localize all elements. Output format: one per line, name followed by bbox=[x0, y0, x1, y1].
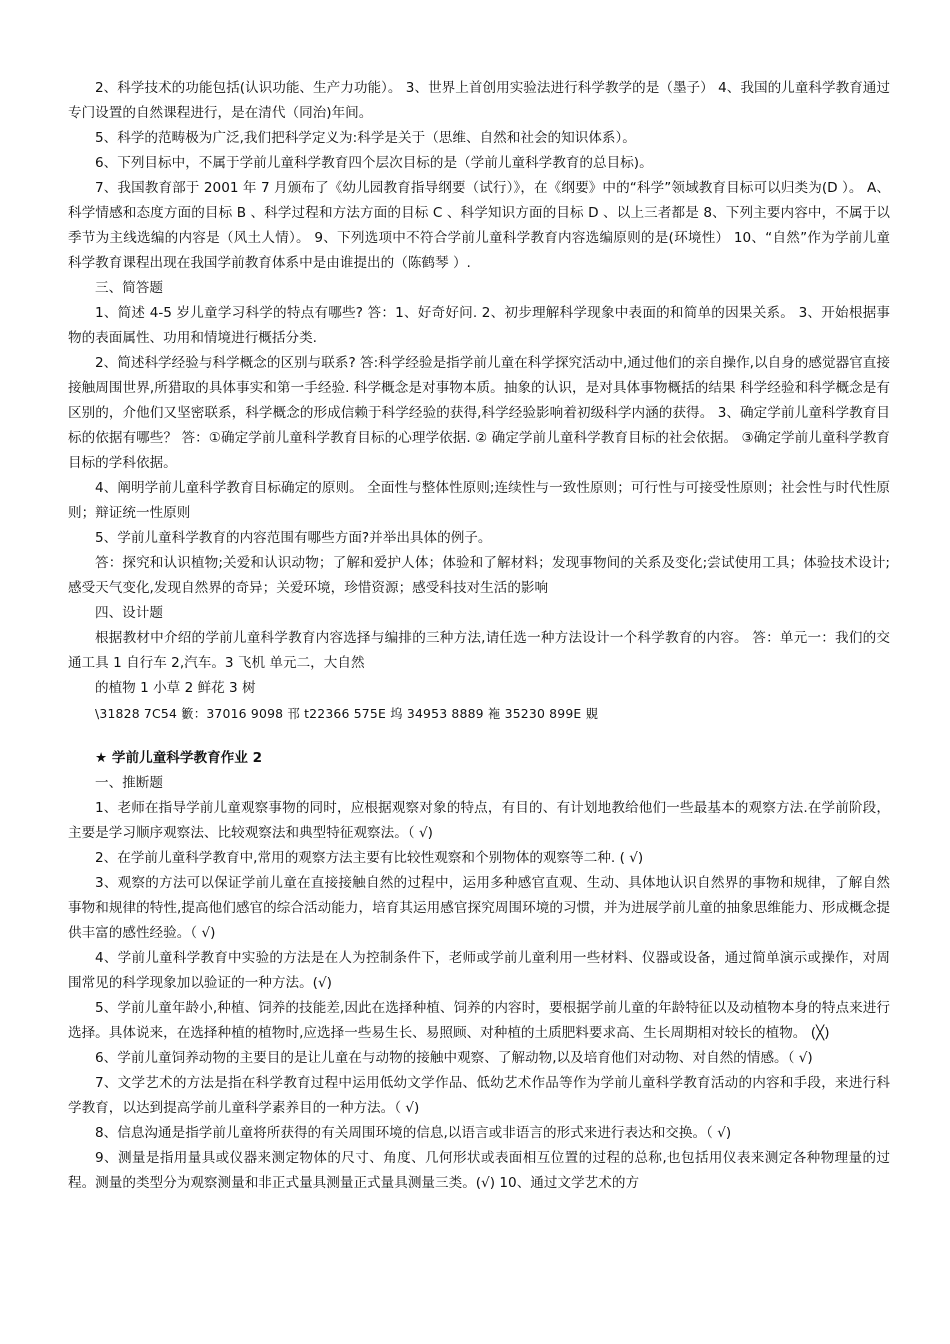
short-answer-paragraph: 2、简述科学经验与科学概念的区别与联系? 答:科学经验是指学前儿童在科学探究活动中,通过他们的亲自操作,以自身的感觉器官直接接触周围世界,所猎取的具体事实和第一手经验. 科学概念是对事物本质。抽象的认识，是对具体事物概括的结果 科学经验和科学概念是有区别的，介他们又坚密联系，科学概念的形成信赖于科学经验的获得,科学经验影响着初级科学内涵的获得。 3、确定学前儿童科学教育目标的依据有哪些？ 答：①确定学前儿童科学教育目标的心理学依据. ② 确定学前儿童科学教育目标的社会依据。 ③确定学前儿童科学教育目标的学科依据。 bbox=[68, 355, 890, 471]
answer-paragraph: 2、科学技术的功能包括(认识功能、生产力功能）。 3、世界上首创用实验法进行科学教学的是（墨子） 4、我国的儿童科学教育通过专门设置的自然课程进行，是在清代（同治)年间。 bbox=[68, 80, 890, 121]
short-answer-paragraph: 5、学前儿童科学教育的内容范围有哪些方面?并举出具体的例子。 bbox=[95, 530, 492, 546]
judgment-item: 3、观察的方法可以保证学前儿童在直接接触自然的过程中，运用多种感官直观、生动、具体地认识自然界的事物和规律，了解自然事物和规律的特性,提高他们感官的综合活动能力，培育其运用感官探究周围环境的习惯，并为进展学前儿童的抽象思维能力、形成概念提供丰富的感性经验。（ √) bbox=[68, 875, 890, 941]
short-answer-paragraph: 4、阐明学前儿童科学教育目标确定的原则。 全面性与整体性原则;连续性与一致性原则；可行性与可接受性原则；社会性与时代性原则；辩证统一性原则 bbox=[68, 480, 890, 521]
judgment-item: 9、测量是指用量具或仪器来测定物体的尺寸、角度、几何形状或表面相互位置的过程的总称,也包括用仪表来测定各种物理量的过程。测量的类型分为观察测量和非正式量具测量正式量具测量三类。(√) 10、通过文学艺术的方 bbox=[68, 1150, 890, 1191]
answer-paragraph: 5、科学的范畴极为广泛,我们把科学定义为:科学是关于（思维、自然和社会的知识体系）。 bbox=[95, 130, 636, 146]
short-answer-paragraph: 1、简述 4-5 岁儿童学习科学的特点有哪些? 答：1、好奇好问. 2、初步理解科学现象中表面的和简单的因果关系。 3、开始根据事物的表面属性、功用和情境进行概括分类. bbox=[68, 305, 890, 346]
short-answer-paragraph: 答：探究和认识植物;关爱和认识动物；了解和爱护人体；体验和了解材料；发现事物间的关系及变化;尝试使用工具；体验技术设计;感受天气变化,发现自然界的奇异；关爱环境，珍惜资源；感受科技对生活的影响 bbox=[68, 555, 890, 596]
homework-title: ★ 学前儿童科学教育作业 2 bbox=[95, 750, 263, 766]
judgment-item: 8、信息沟通是指学前儿童将所获得的有关周围环境的信息,以语言或非语言的形式来进行表达和交换。（ √) bbox=[95, 1125, 732, 1141]
design-paragraph-continued: 的植物 1 小草 2 鲜花 3 树 bbox=[95, 680, 256, 696]
judgment-item: 2、在学前儿童科学教育中,常用的观察方法主要有比较性观察和个别物体的观察等二种. ( √) bbox=[95, 850, 644, 866]
design-paragraph: 根据教材中介绍的学前儿童科学教育内容选择与编排的三种方法,请任选一种方法设计一个科学教育的内容。 答：单元一：我们的交通工具 1 自行车 2,汽车。3 飞机 单元二，大自然 bbox=[68, 630, 890, 671]
garbled-code-line: \31828 7C54 籔：37016 9098 邗 t22366 575E 坞 34953 8889 袘 35230 899E 覞 bbox=[95, 706, 599, 721]
judgment-item: 4、学前儿童科学教育中实验的方法是在人为控制条件下，老师或学前儿童利用一些材料、仪器或设备，通过简单演示或操作，对周围常见的科学现象加以验证的一种方法。(√) bbox=[68, 950, 890, 991]
section-heading-design: 四、设计题 bbox=[95, 605, 163, 621]
section-heading-judgment: 一、推断题 bbox=[95, 775, 163, 791]
judgment-item: 7、文学艺术的方法是指在科学教育过程中运用低幼文学作品、低幼艺术作品等作为学前儿童科学教育活动的内容和手段，来进行科学教育，以达到提高学前儿童科学素养目的一种方法。（ √) bbox=[68, 1075, 890, 1116]
spacer bbox=[68, 726, 890, 746]
judgment-item: 5、学前儿童年龄小,种植、饲养的技能差,因此在选择种植、饲养的内容时，要根据学前儿童的年龄特征以及动植物本身的特点来进行选择。具体说来，在选择种植的植物时,应选择一些易生长、易照顾、对种植的土质肥料要求高、生长周期相对较长的植物。 (╳) bbox=[68, 1000, 890, 1041]
section-heading-short-answer: 三、简答题 bbox=[95, 280, 163, 296]
document-page bbox=[68, 76, 890, 1196]
judgment-item: 6、学前儿童饲养动物的主要目的是让儿童在与动物的接触中观察、了解动物,以及培育他们对动物、对自然的情感。（ √) bbox=[95, 1050, 813, 1066]
judgment-item: 1、老师在指导学前儿童观察事物的同时，应根据观察对象的特点，有目的、有计划地教给他们一些最基本的观察方法.在学前阶段，主要是学习顺序观察法、比较观察法和典型特征观察法。（ √) bbox=[68, 800, 890, 841]
answer-paragraph: 6、下列目标中，不属于学前儿童科学教育四个层次目标的是（学前儿童科学教育的总目标)。 bbox=[95, 155, 653, 171]
answer-paragraph: 7、我国教育部于 2001 年 7 月颁布了《幼儿园教育指导纲要（试行）》，在《纲要》中的“科学”领域教育目标可以归类为(D ）。 A、科学情感和态度方面的目标 B 、科学过程和方法方面的目标 C 、科学知识方面的目标 D 、以上三者都是 8、下列主要内容中，不属于以季节为主线选编的内容是（风土人情）。 9、下列选项中不符合学前儿童科学教育内容选编原则的是(环境性） 10、“自然”作为学前儿童科学教育课程出现在我国学前教育体系中是由谁提出的（陈鹤琴 ）. bbox=[68, 180, 890, 271]
